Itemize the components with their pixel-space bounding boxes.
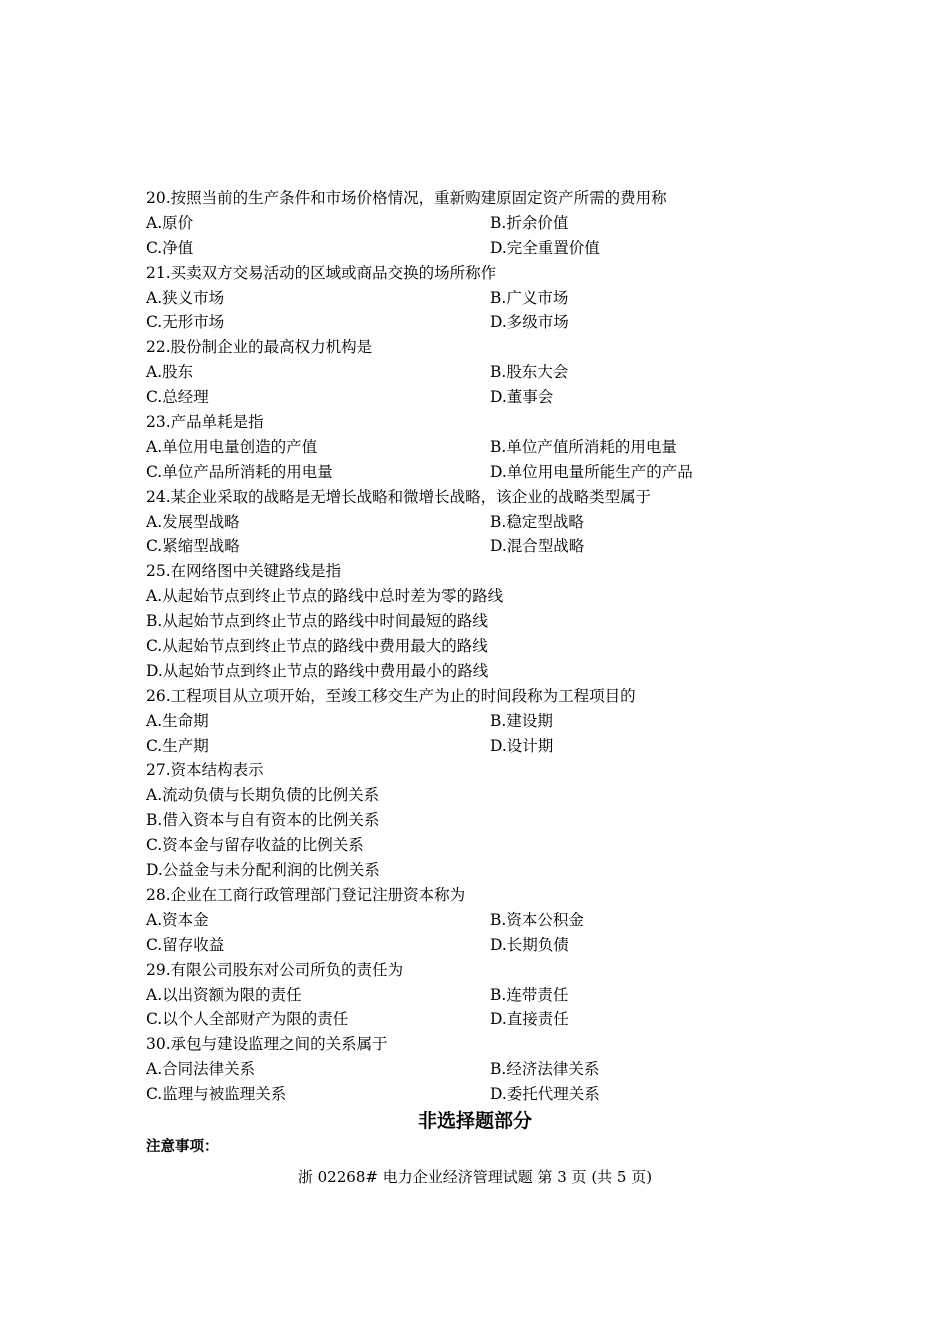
answer-option: C.无形市场 bbox=[146, 313, 225, 332]
answer-option: D.多级市场 bbox=[490, 313, 569, 332]
answer-option: A.原价 bbox=[146, 213, 194, 232]
answer-option: C.以个人全部财产为限的责任 bbox=[146, 1010, 349, 1029]
option-row bbox=[146, 286, 866, 311]
option-row bbox=[146, 933, 866, 958]
answer-option: C.总经理 bbox=[146, 388, 209, 407]
answer-option: A.合同法律关系 bbox=[146, 1060, 256, 1079]
option-row bbox=[146, 510, 866, 535]
answer-option: A.资本金 bbox=[146, 910, 209, 929]
question-stem: 28.企业在工商行政管理部门登记注册资本称为 bbox=[146, 885, 466, 904]
option-row bbox=[146, 360, 866, 385]
answer-option: A.狭义市场 bbox=[146, 288, 225, 307]
answer-option: B.稳定型战略 bbox=[490, 512, 584, 531]
answer-option: C.留存收益 bbox=[146, 935, 225, 954]
option-row bbox=[146, 1007, 866, 1032]
option-row bbox=[146, 211, 866, 236]
answer-option: A.发展型战略 bbox=[146, 512, 240, 531]
page-footer: 浙 02268# 电力企业经济管理试题 第 3 页 (共 5 页) bbox=[297, 1168, 653, 1186]
answer-option: D.设计期 bbox=[490, 736, 554, 755]
answer-option: A.从起始节点到终止节点的路线中总时差为零的路线 bbox=[146, 587, 504, 606]
question-list bbox=[146, 186, 866, 1107]
answer-option: B.连带责任 bbox=[490, 985, 569, 1004]
answer-option: A.单位用电量创造的产值 bbox=[146, 437, 318, 456]
answer-option: B.从起始节点到终止节点的路线中时间最短的路线 bbox=[146, 612, 488, 631]
answer-option: A.股东 bbox=[146, 363, 194, 382]
answer-option: B.单位产值所消耗的用电量 bbox=[490, 437, 677, 456]
answer-option: D.长期负债 bbox=[490, 935, 569, 954]
answer-option: B.折余价值 bbox=[490, 213, 569, 232]
answer-option: B.资本公积金 bbox=[490, 910, 584, 929]
answer-option: B.经济法律关系 bbox=[490, 1060, 600, 1079]
answer-option: D.董事会 bbox=[490, 388, 554, 407]
option-row bbox=[146, 734, 866, 759]
question-stem: 25.在网络图中关键路线是指 bbox=[146, 562, 342, 581]
question-stem: 26.工程项目从立项开始，至竣工移交生产为止的时间段称为工程项目的 bbox=[146, 686, 636, 705]
option-row bbox=[146, 435, 866, 460]
option-row bbox=[146, 1082, 866, 1107]
question-stem: 20.按照当前的生产条件和市场价格情况，重新购建原固定资产所需的费用称 bbox=[146, 189, 667, 207]
answer-option: A.流动负债与长期负债的比例关系 bbox=[146, 786, 380, 805]
answer-option: B.广义市场 bbox=[490, 288, 569, 307]
answer-option: B.建设期 bbox=[490, 711, 553, 730]
answer-option: C.监理与被监理关系 bbox=[146, 1085, 287, 1104]
question-stem: 23.产品单耗是指 bbox=[146, 413, 264, 432]
option-row bbox=[146, 236, 866, 261]
question-stem: 21.买卖双方交易活动的区域或商品交换的场所称作 bbox=[146, 263, 497, 282]
answer-option: C.单位产品所消耗的用电量 bbox=[146, 462, 333, 481]
answer-option: C.资本金与留存收益的比例关系 bbox=[146, 836, 364, 855]
option-row bbox=[146, 460, 866, 485]
answer-option: A.生命期 bbox=[146, 711, 209, 730]
answer-option: D.公益金与未分配利润的比例关系 bbox=[146, 861, 380, 880]
answer-option: C.从起始节点到终止节点的路线中费用最大的路线 bbox=[146, 637, 488, 656]
option-row bbox=[146, 385, 866, 410]
option-row bbox=[146, 534, 866, 559]
answer-option: B.借入资本与自有资本的比例关系 bbox=[146, 811, 380, 830]
answer-option: D.单位用电量所能生产的产品 bbox=[490, 462, 693, 481]
answer-option: C.紧缩型战略 bbox=[146, 537, 240, 556]
answer-option: D.混合型战略 bbox=[490, 537, 585, 556]
answer-option: D.完全重置价值 bbox=[490, 238, 600, 257]
option-row bbox=[146, 1057, 866, 1082]
answer-option: D.从起始节点到终止节点的路线中费用最小的路线 bbox=[146, 661, 489, 680]
section-title: 非选择题部分 bbox=[417, 1110, 532, 1132]
option-row bbox=[146, 709, 866, 734]
option-row bbox=[146, 983, 866, 1008]
question-stem: 24.某企业采取的战略是无增长战略和微增长战略，该企业的战略类型属于 bbox=[146, 487, 652, 506]
notes-heading: 注意事项： bbox=[146, 1139, 219, 1155]
question-stem: 29.有限公司股东对公司所负的责任为 bbox=[146, 960, 404, 979]
option-row bbox=[146, 310, 866, 335]
answer-option: D.委托代理关系 bbox=[490, 1085, 600, 1104]
answer-option: C.净值 bbox=[146, 238, 194, 257]
answer-option: A.以出资额为限的责任 bbox=[146, 985, 302, 1004]
answer-option: B.股东大会 bbox=[490, 363, 569, 382]
question-stem: 30.承包与建设监理之间的关系属于 bbox=[146, 1035, 388, 1054]
answer-option: D.直接责任 bbox=[490, 1010, 569, 1029]
question-stem: 27.资本结构表示 bbox=[146, 761, 264, 780]
question-stem: 22.股份制企业的最高权力机构是 bbox=[146, 338, 373, 357]
answer-option: C.生产期 bbox=[146, 736, 209, 755]
option-row bbox=[146, 908, 866, 933]
